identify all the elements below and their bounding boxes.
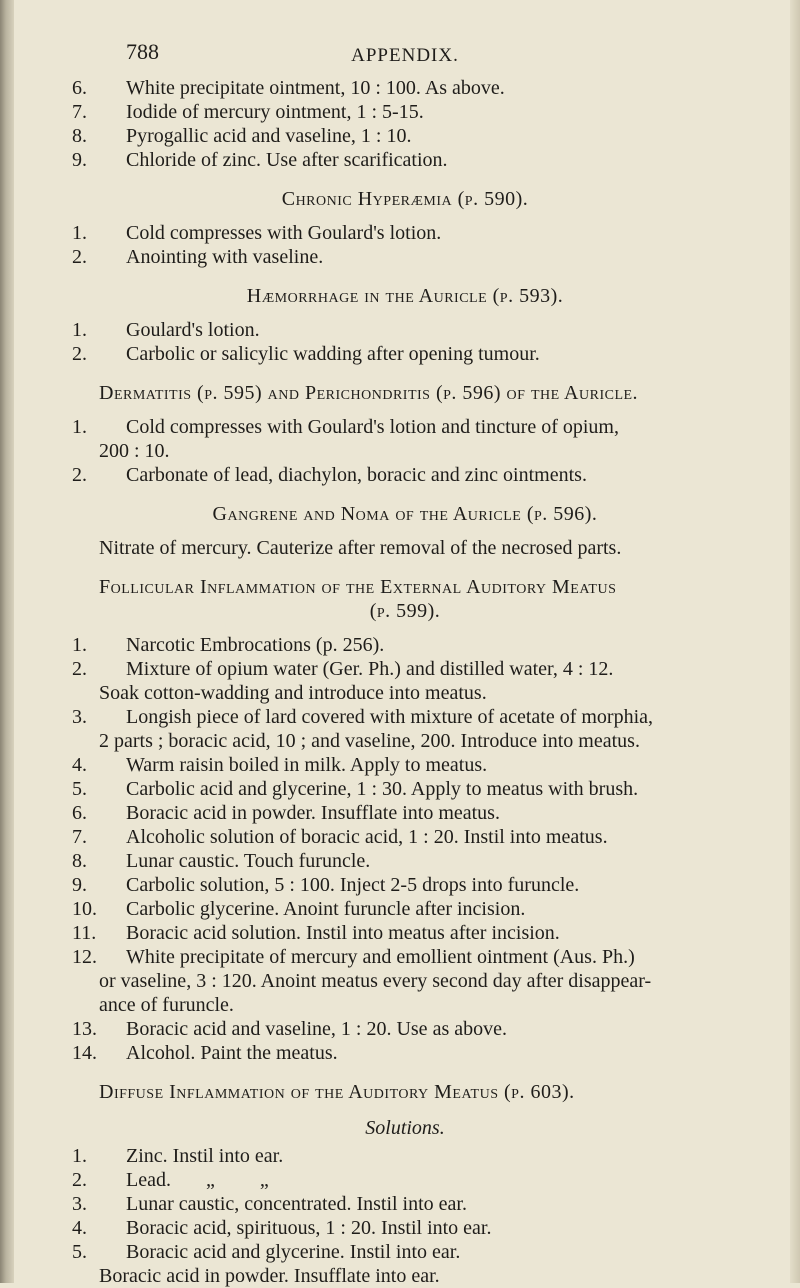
list-item: 14. Alcohol. Paint the meatus.	[72, 1042, 338, 1064]
list-item: 3. Longish piece of lard covered with mixture of acetate of morphia,	[72, 706, 654, 728]
list-item: 1. Cold compresses with Goulard's lotion.	[72, 222, 442, 244]
section-heading: Diffuse Inflammation of the Auditory Meatus (p. 603).	[99, 1081, 575, 1103]
paragraph: Nitrate of mercury. Cauterize after removal of the necrosed parts.	[99, 537, 622, 559]
list-item: 8. Pyrogallic acid and vaseline, 1 : 10.	[72, 125, 412, 147]
list-item-continuation: 2 parts ; boracic acid, 10 ; and vaseline, 200. Introduce into meatus.	[99, 730, 640, 752]
book-binding-edge	[0, 0, 14, 1283]
list-item: 7. Alcoholic solution of boracic acid, 1 : 20. Instil into meatus.	[72, 826, 608, 848]
section-heading: Chronic Hyperæmia (p. 590).	[281, 188, 529, 210]
list-item: 2. Carbolic or salicylic wadding after opening tumour.	[72, 343, 540, 365]
list-item: 2. Lead. „ „	[72, 1169, 269, 1191]
list-item: 6. Boracic acid in powder. Insufflate into meatus.	[72, 802, 500, 824]
sub-heading: Solutions.	[365, 1117, 445, 1139]
list-item: 9. Carbolic solution, 5 : 100. Inject 2-5 drops into furuncle.	[72, 874, 580, 896]
paragraph: Boracic acid in powder. Insufflate into ear.	[99, 1265, 440, 1287]
page-header	[80, 40, 730, 76]
list-item: 5. Carbolic acid and glycerine, 1 : 30. Apply to meatus with brush.	[72, 778, 639, 800]
page-right-edge	[790, 0, 800, 1283]
list-item-continuation: 200 : 10.	[99, 440, 170, 462]
section-heading: Follicular Inflammation of the External Auditory Meatus	[99, 576, 617, 598]
section-heading: Dermatitis (p. 595) and Perichondritis (p. 596) of the Auricle.	[99, 382, 639, 404]
list-item: 2. Carbonate of lead, diachylon, boracic and zinc ointments.	[72, 464, 587, 486]
list-item: 4. Boracic acid, spirituous, 1 : 20. Instil into ear.	[72, 1217, 492, 1239]
section-heading: Hæmorrhage in the Auricle (p. 593).	[246, 285, 564, 307]
list-item: 2. Anointing with vaseline.	[72, 246, 324, 268]
book-page	[72, 39, 730, 1288]
page-number: 788	[126, 39, 159, 64]
list-item: 3. Lunar caustic, concentrated. Instil into ear.	[72, 1193, 467, 1215]
running-head: APPENDIX.	[351, 45, 459, 66]
list-item: 8. Lunar caustic. Touch furuncle.	[72, 850, 371, 872]
list-item: 1. Zinc. Instil into ear.	[72, 1145, 284, 1167]
list-item: 2. Mixture of opium water (Ger. Ph.) and distilled water, 4 : 12.	[72, 658, 614, 680]
list-item: 5. Boracic acid and glycerine. Instil into ear.	[72, 1241, 461, 1263]
list-item: 10. Carbolic glycerine. Anoint furuncle after incision.	[72, 898, 526, 920]
list-item: 1. Cold compresses with Goulard's lotion and tincture of opium,	[72, 416, 619, 438]
list-item: 12. White precipitate of mercury and emollient ointment (Aus. Ph.)	[72, 946, 635, 968]
list-item-continuation: ance of furuncle.	[99, 994, 234, 1016]
list-item: 13. Boracic acid and vaseline, 1 : 20. Use as above.	[72, 1018, 507, 1040]
list-item-continuation: Soak cotton-wadding and introduce into meatus.	[99, 682, 487, 704]
list-item: 1. Narcotic Embrocations (p. 256).	[72, 634, 385, 656]
list-item: 9. Chloride of zinc. Use after scarification.	[72, 149, 448, 171]
list-item: 6. White precipitate ointment, 10 : 100. As above.	[72, 77, 505, 99]
list-item: 7. Iodide of mercury ointment, 1 : 5-15.	[72, 101, 424, 123]
list-item: 11. Boracic acid solution. Instil into meatus after incision.	[72, 922, 560, 944]
list-item-continuation: or vaseline, 3 : 120. Anoint meatus every second day after disappear-	[99, 970, 652, 992]
list-item: 1. Goulard's lotion.	[72, 319, 260, 341]
list-item: 4. Warm raisin boiled in milk. Apply to meatus.	[72, 754, 488, 776]
section-heading: Gangrene and Noma of the Auricle (p. 596).	[212, 503, 598, 525]
top-list	[72, 76, 730, 172]
section-heading-cont: (p. 599).	[369, 600, 441, 622]
